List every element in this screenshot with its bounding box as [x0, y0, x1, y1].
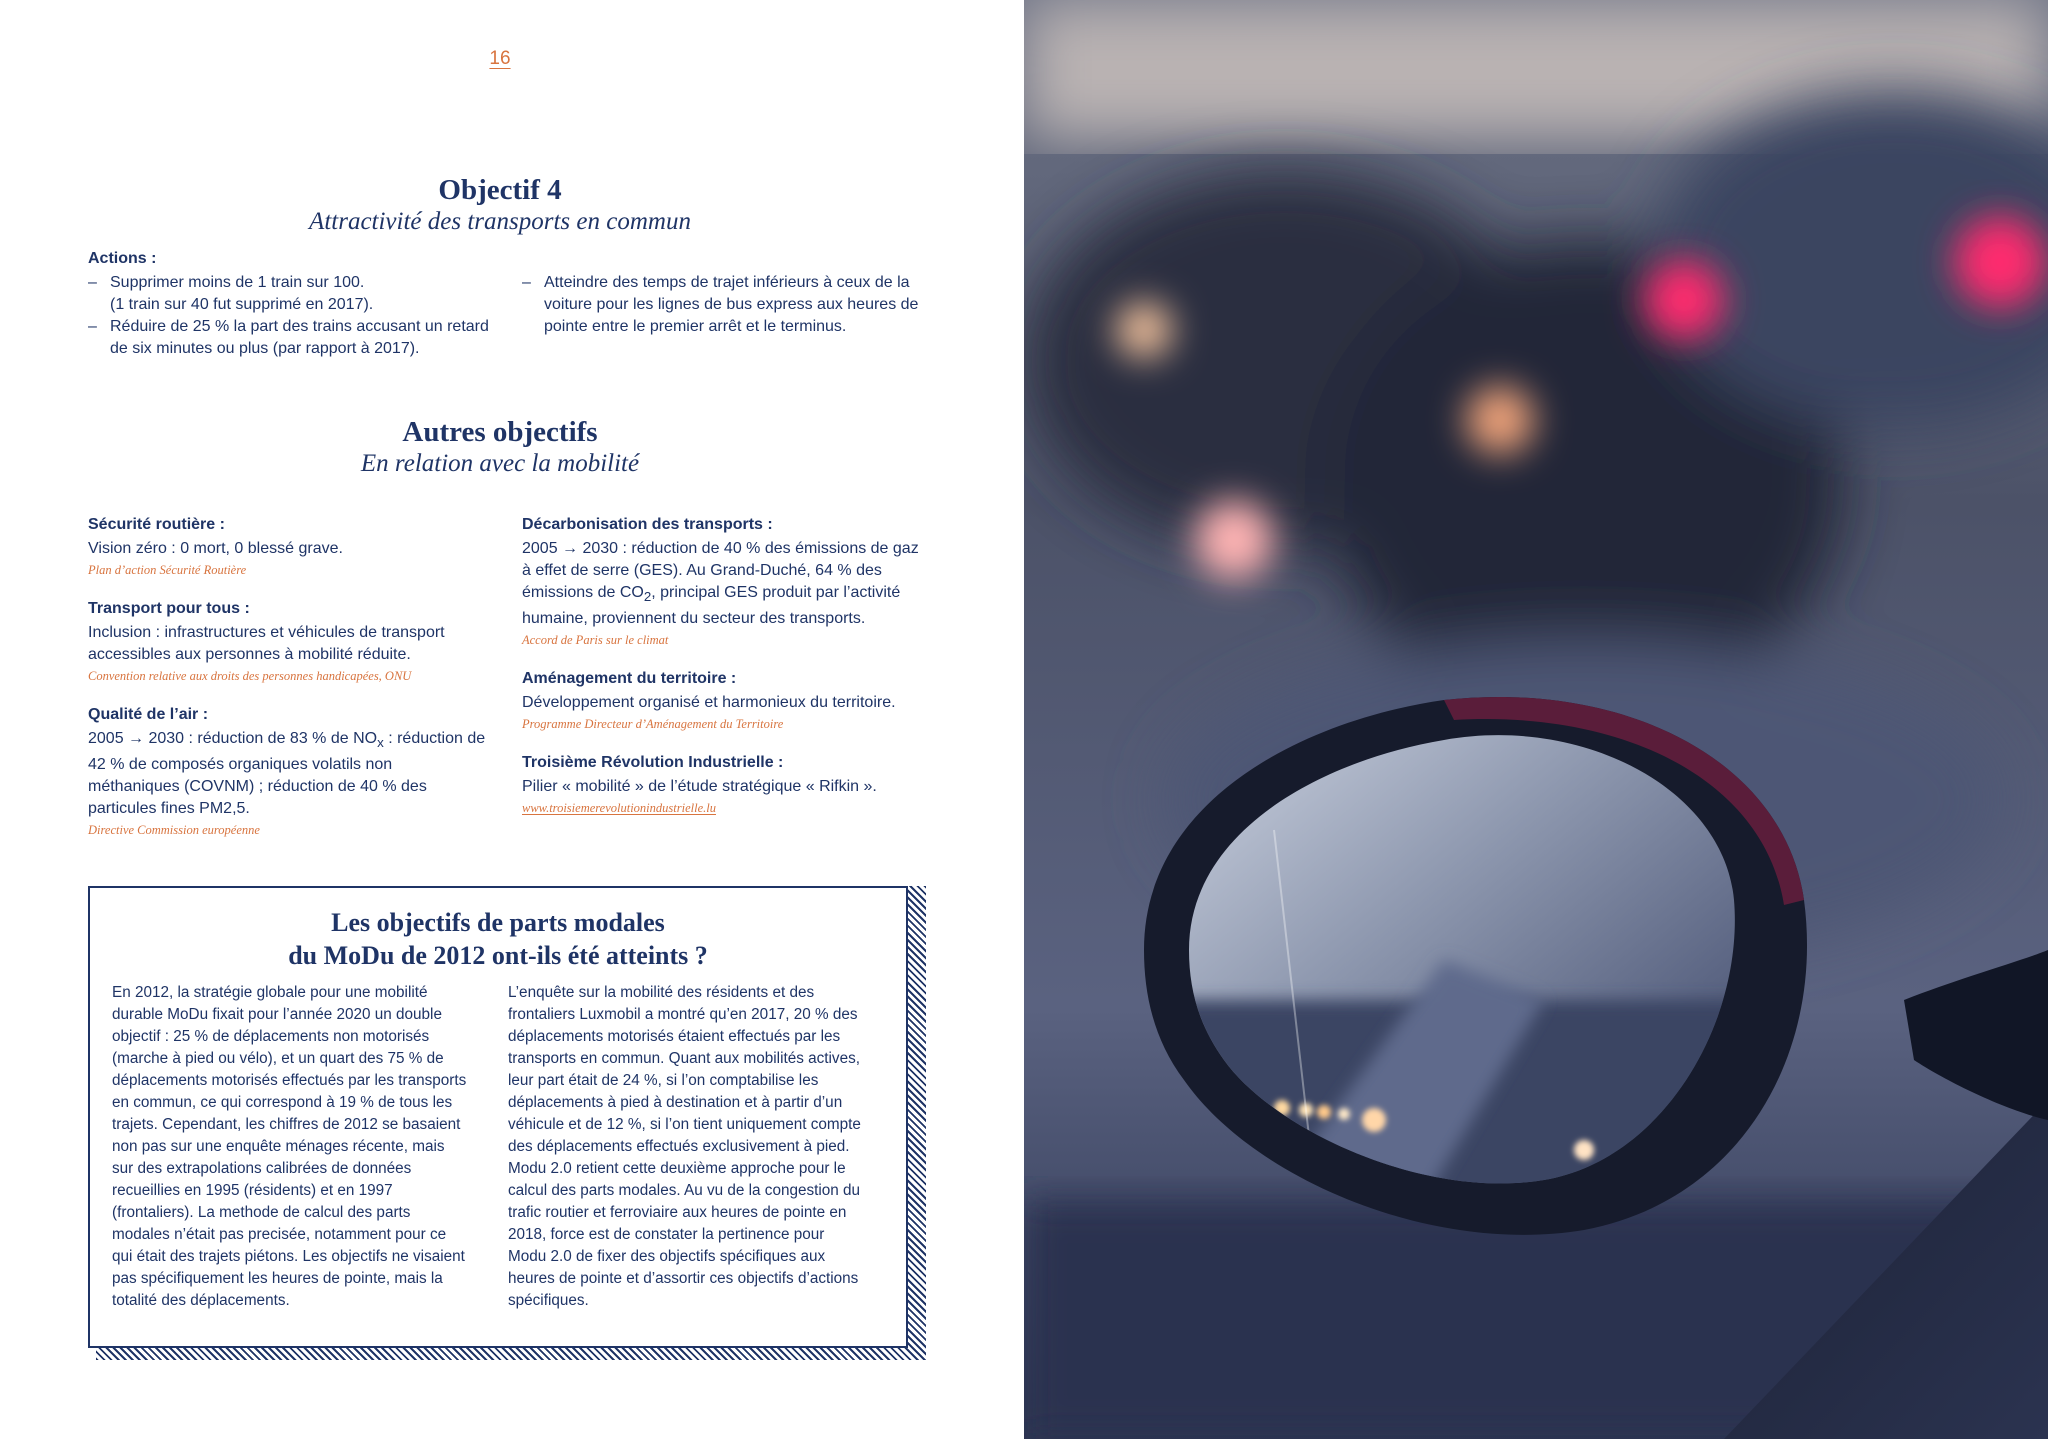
- actions-list-left: [88, 272, 508, 360]
- goal-revolution: Troisième Révolution Industrielle : Pilier « mobilité » de l’étude stratégique « Rifkin ». www.troisiemerevolutionindustrielle.lu: [522, 754, 922, 816]
- box-column-left: En 2012, la stratégie globale pour une mobilité durable MoDu fixait pour l’année 2020 un double objectif : 25 % de déplacements non motorisés (marche à pied ou vélo), et un quart des 75 % de déplacements motorisés effectués par les transports en commun, ce qui correspond à 19 % de tous les trajets. Cependant, les chiffres de 2012 se basaient non pas sur une enquête ménages récente, mais sur des extrapolations calibrées de données recueillies en 1995 (résidents) et en 1997 (frontaliers). La methode de calcul des parts modales n’était pas precisée, notamment pour ce qui était des trajets piétons. Les objectifs ne visaient pas spécifiquement les heures de pointe, mais la totalité des déplacements.: [112, 984, 467, 1309]
- action-item: – Réduire de 25 % la part des trains accusant un retard de six minutes ou plus (par rapport à 2017).: [88, 316, 508, 360]
- goal-transport-tous: Transport pour tous : Inclusion : infrastructures et véhicules de transport accessibles aux personnes à mobilité réduite. Convention relative aux droits des personnes handicapées, ONU: [88, 600, 445, 683]
- other-objectives-title: Autres objectifs: [402, 416, 598, 448]
- rifkin-link[interactable]: www.troisiemerevolutionindustrielle.lu: [522, 801, 716, 816]
- box-title: Les objectifs de parts modales du MoDu de 2012 ont-ils été atteints ?: [288, 908, 708, 970]
- objective4-title: Objectif 4: [438, 174, 562, 206]
- goal-qualite-air: Qualité de l’air : 2005 → 2030 : réduction de 83 % de $NO_x$ : réduction de 42 % de composés organiques volatils non méthaniques (COVNM) ; réduction de 40 % des particules fines PM2,5. Directive Commission européenne: [88, 706, 486, 838]
- other-objectives-left-column: [88, 516, 488, 860]
- actions-left-column: [88, 250, 508, 360]
- goal-decarbonisation: Décarbonisation des transports : 2005 → 2030 : réduction de 40 % des émissions de gaz à effet de serre (GES). Au Grand-Duché, 64 % des émissions de $CO_2$, principal GES produit par l’activité humaine, proviennent du secteur des transports. Accord de Paris sur le climat: [522, 516, 919, 648]
- page-number: 16: [489, 48, 511, 69]
- other-objectives-right-column: [522, 516, 922, 838]
- photo-illustration: [1024, 0, 2048, 1439]
- goal-amenagement: Aménagement du territoire : Développement organisé et harmonieux du territoire. Programme Directeur d’Aménagement du Territoire: [522, 670, 896, 732]
- goal-securite: Sécurité routière : Vision zéro : 0 mort, 0 blessé grave. Plan d’action Sécurité Routière: [88, 516, 343, 577]
- action-item: – Supprimer moins de 1 train sur 100. (1 train sur 40 fut supprimé en 2017).: [88, 272, 508, 316]
- traffic-mirror-photo: [1024, 0, 2048, 1439]
- box-column-right: L’enquête sur la mobilité des résidents et des frontaliers Luxmobil a montré qu’en 2017, 20 % des déplacements motorisés étaient effectués par les transports en commun. Quant aux mobilités actives, leur part était de 24 %, si l’on comptabilise les déplacements à pied à destination et à partir d’un véhicule et de 12 %, si l’on tient uniquement compte des déplacements effectués exclusivement à pied. Modu 2.0 retient cette deuxième approche pour le calcul des parts modales. Au vu de la congestion du trafic routier et ferroviaire aux heures de pointe en 2018, force est de constater la pertinence pour Modu 2.0 de fixer des objectifs spécifiques aux heures de pointe et d’assortir ces objectifs d’actions spécifiques.: [508, 984, 861, 1309]
- actions-list-right: [522, 272, 922, 338]
- actions-label: Actions :: [88, 250, 157, 267]
- other-objectives-subtitle: En relation avec la mobilité: [360, 450, 640, 477]
- action-item: – Atteindre des temps de trajet inférieurs à ceux de la voiture pour les lignes de bus express aux heures de pointe entre le premier arrêt et le terminus.: [522, 272, 922, 338]
- objective4-subtitle: Attractivité des transports en commun: [309, 208, 691, 235]
- modal-share-box: [88, 886, 908, 1348]
- actions-right-column: [522, 272, 922, 338]
